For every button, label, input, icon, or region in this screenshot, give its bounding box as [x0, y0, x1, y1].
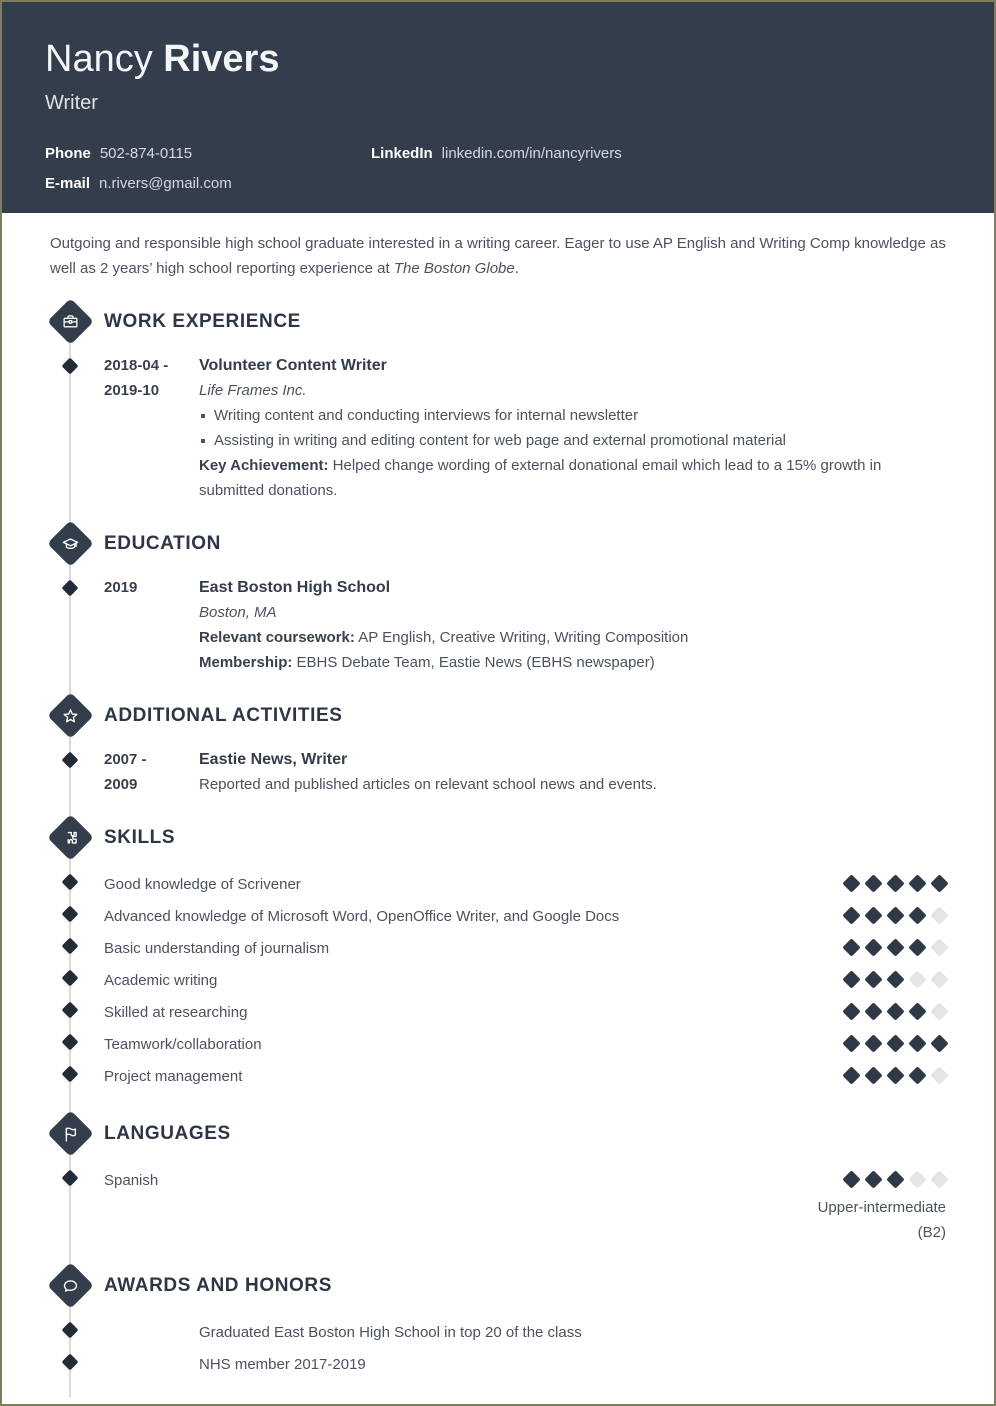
work-bullets	[199, 403, 946, 453]
award-text: NHS member 2017-2019	[199, 1356, 366, 1373]
activities-detail	[199, 747, 946, 797]
section-header-work-experience	[50, 299, 946, 345]
date-to: 2019-10	[104, 382, 160, 399]
flag-icon	[47, 1110, 94, 1157]
award-row	[50, 1317, 946, 1349]
date-from: 2007 -	[104, 751, 147, 768]
section-title: ADDITIONAL ACTIVITIES	[104, 705, 343, 726]
timeline-diamond-marker	[62, 970, 79, 987]
section-header-awards	[50, 1263, 946, 1309]
job-title: Writer	[45, 92, 98, 114]
section-header-education	[50, 521, 946, 567]
skill-label: Project management	[104, 1068, 243, 1085]
award-text: Graduated East Boston High School in top 20 of the class	[199, 1324, 582, 1341]
rating-diamond-filled	[886, 970, 904, 988]
rating-diamond-empty	[908, 1170, 926, 1188]
section-title: EDUCATION	[104, 533, 221, 554]
language-rating	[786, 1165, 946, 1186]
section-title: WORK EXPERIENCE	[104, 311, 301, 332]
rating-diamond-filled	[886, 874, 904, 892]
rating-diamond-filled	[864, 874, 882, 892]
summary-italic-text: The Boston Globe	[393, 260, 515, 277]
rating-diamond-filled	[842, 1066, 860, 1084]
languages-list	[50, 1165, 946, 1245]
header	[2, 2, 994, 213]
professional-summary	[50, 231, 950, 281]
rating-diamond-filled	[908, 1002, 926, 1020]
first-name: Nancy	[45, 38, 153, 80]
rating-diamond-filled	[886, 938, 904, 956]
rating-diamond-filled	[908, 1066, 926, 1084]
timeline-diamond-marker	[62, 1354, 79, 1371]
rating-diamond-empty	[930, 1066, 948, 1084]
timeline-diamond-marker	[62, 358, 79, 375]
person-name	[45, 38, 951, 80]
phone-label: Phone	[45, 145, 91, 162]
rating-diamond-empty	[930, 938, 948, 956]
date-from: 2018-04 -	[104, 357, 169, 374]
rating-diamond-filled	[842, 906, 860, 924]
rating-diamond-filled	[930, 1034, 948, 1052]
speech-bubble-icon	[47, 1262, 94, 1309]
star-icon	[47, 692, 94, 739]
main-content	[2, 231, 994, 1406]
position-title: Volunteer Content Writer	[199, 357, 387, 374]
section-header-additional-activities	[50, 693, 946, 739]
rating-diamond-empty	[930, 1002, 948, 1020]
section-header-skills	[50, 815, 946, 861]
education-date: 2019	[104, 579, 138, 596]
rating-diamond-filled	[842, 938, 860, 956]
timeline-diamond-marker	[62, 1002, 79, 1019]
rating-diamond-filled	[886, 906, 904, 924]
work-entry	[50, 353, 946, 503]
work-bullet: Assisting in writing and editing content for web page and external promotional material	[199, 428, 946, 453]
rating-diamond-filled	[864, 938, 882, 956]
skill-label: Advanced knowledge of Microsoft Word, OpenOffice Writer, and Google Docs	[104, 908, 620, 925]
language-label: Spanish	[104, 1172, 159, 1189]
skill-rating	[786, 869, 946, 890]
timeline-diamond-marker	[62, 752, 79, 769]
skill-row	[50, 901, 946, 933]
skill-rating	[786, 901, 946, 922]
timeline-diamond-marker	[62, 906, 79, 923]
linkedin-value: linkedin.com/in/nancyrivers	[441, 145, 622, 162]
date-to: 2009	[104, 776, 138, 793]
contact-linkedin	[371, 145, 951, 162]
timeline-diamond-marker	[62, 938, 79, 955]
rating-diamond-empty	[930, 970, 948, 988]
skill-row	[50, 1029, 946, 1061]
timeline-diamond-marker	[62, 1322, 79, 1339]
activity-title: Eastie News, Writer	[199, 751, 348, 768]
skill-rating	[786, 965, 946, 986]
work-dates	[104, 353, 199, 503]
key-achievement	[199, 453, 946, 503]
activities-entry	[50, 747, 946, 797]
rating-diamond-filled	[886, 1066, 904, 1084]
section-title: LANGUAGES	[104, 1123, 231, 1144]
timeline-diamond-marker	[62, 1034, 79, 1051]
company-name: Life Frames Inc.	[199, 382, 307, 399]
section-title: SKILLS	[104, 827, 176, 848]
rating-diamond-filled	[908, 906, 926, 924]
activity-description: Reported and published articles on relevant school news and events.	[199, 776, 657, 793]
skill-rating	[786, 1061, 946, 1082]
rating-diamond-filled	[864, 1034, 882, 1052]
rating-diamond-filled	[886, 1170, 904, 1188]
rating-diamond-filled	[842, 1002, 860, 1020]
membership-label: Membership:	[199, 654, 293, 671]
rating-diamond-filled	[930, 874, 948, 892]
contact-email	[45, 175, 371, 192]
summary-period: .	[514, 260, 519, 277]
rating-diamond-filled	[908, 938, 926, 956]
award-row	[50, 1349, 946, 1381]
graduation-cap-icon	[47, 520, 94, 567]
puzzle-icon	[47, 814, 94, 861]
rating-diamond-filled	[864, 906, 882, 924]
section-header-languages	[50, 1111, 946, 1157]
activities-dates	[104, 747, 199, 797]
work-detail	[199, 353, 946, 503]
skill-row	[50, 869, 946, 901]
rating-diamond-empty	[908, 970, 926, 988]
coursework	[199, 625, 946, 650]
skill-label: Academic writing	[104, 972, 218, 989]
membership	[199, 650, 946, 675]
education-detail	[199, 575, 946, 675]
rating-diamond-filled	[864, 1170, 882, 1188]
contact-phone	[45, 145, 371, 162]
skill-label: Basic understanding of journalism	[104, 940, 330, 957]
briefcase-icon	[47, 298, 94, 345]
timeline-diamond-marker	[62, 1066, 79, 1083]
key-achievement-label: Key Achievement:	[199, 457, 329, 474]
rating-diamond-filled	[842, 1170, 860, 1188]
rating-diamond-filled	[842, 1034, 860, 1052]
timeline-diamond-marker	[62, 1170, 79, 1187]
rating-diamond-filled	[864, 1066, 882, 1084]
language-level: Upper-intermediate (B2)	[817, 1199, 946, 1241]
rating-diamond-filled	[842, 874, 860, 892]
skill-rating	[786, 997, 946, 1018]
timeline-diamond-marker	[62, 874, 79, 891]
skill-rating	[786, 933, 946, 954]
skill-row	[50, 997, 946, 1029]
linkedin-label: LinkedIn	[371, 145, 433, 162]
rating-diamond-filled	[864, 970, 882, 988]
awards-list	[50, 1317, 946, 1381]
school-location: Boston, MA	[199, 604, 277, 621]
skill-label: Good knowledge of Scrivener	[104, 876, 301, 893]
rating-diamond-filled	[842, 970, 860, 988]
work-bullet: Writing content and conducting interviews for internal newsletter	[199, 403, 946, 428]
membership-text: EBHS Debate Team, Eastie News (EBHS newspaper)	[292, 654, 655, 671]
skill-row	[50, 1061, 946, 1093]
rating-diamond-filled	[864, 1002, 882, 1020]
coursework-text: AP English, Creative Writing, Writing Composition	[354, 629, 689, 646]
skill-rating	[786, 1029, 946, 1050]
skill-label: Teamwork/collaboration	[104, 1036, 262, 1053]
section-title: AWARDS AND HONORS	[104, 1275, 333, 1296]
key-achievement-text: Helped change wording of external donational email which lead to a 15% growth in submitted donations.	[199, 457, 882, 499]
last-name: Rivers	[163, 38, 280, 80]
education-entry	[50, 575, 946, 675]
skill-row	[50, 933, 946, 965]
rating-diamond-filled	[908, 874, 926, 892]
school-name: East Boston High School	[199, 579, 391, 596]
rating-diamond-filled	[886, 1034, 904, 1052]
rating-diamond-filled	[908, 1034, 926, 1052]
email-label: E-mail	[45, 175, 91, 192]
rating-diamond-filled	[886, 1002, 904, 1020]
summary-text: Outgoing and responsible high school graduate interested in a writing career. Eager to use AP English and Writing Comp knowledge as well as 2 years’ high school reporting experience at	[50, 235, 946, 277]
rating-diamond-empty	[930, 1170, 948, 1188]
timeline-diamond-marker	[62, 580, 79, 597]
language-row	[50, 1165, 946, 1245]
phone-value: 502-874-0115	[99, 145, 193, 162]
skill-label: Skilled at researching	[104, 1004, 248, 1021]
coursework-label: Relevant coursework:	[199, 629, 355, 646]
skill-row	[50, 965, 946, 997]
contact-info	[45, 145, 951, 192]
email-value: n.rivers@gmail.com	[99, 175, 232, 192]
skills-list	[50, 869, 946, 1093]
rating-diamond-empty	[930, 906, 948, 924]
